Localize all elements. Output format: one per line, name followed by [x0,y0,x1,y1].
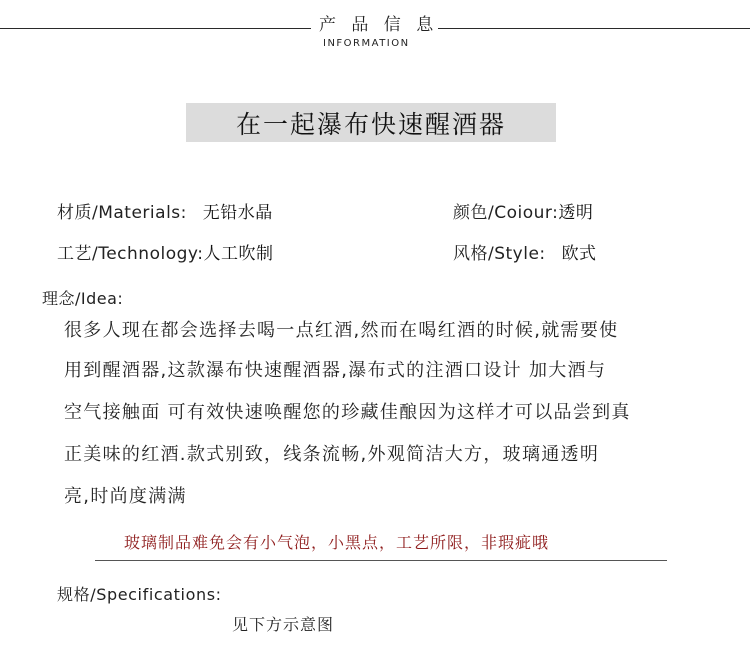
specifications-label: 规格/Specifications: [57,585,222,604]
specifications-note: 见下方示意图 [232,615,335,634]
spec-style-value: 欧式 [561,244,597,264]
spec-color [453,198,593,223]
spec-material-value: 无铅水晶 [202,203,273,223]
spec-craft [57,239,273,264]
spec-style-label: 风格/Style: [453,244,546,264]
section-title-cn: 产 品 信 息 [319,15,439,35]
spec-style [453,239,597,264]
spec-color-value: 透明 [558,203,594,223]
header-rule-left [0,28,311,29]
notice-underline [95,560,667,561]
section-title-en: INFORMATION [323,38,410,49]
idea-line: 正美味的红酒.款式别致，线条流畅,外观简洁大方，玻璃通透明 [64,444,600,465]
idea-line: 空气接触面 可有效快速唤醒您的珍藏佳酿因为这样才可以品尝到真 [64,402,631,423]
spec-craft-label: 工艺/Technology: [57,244,204,264]
spec-craft-value: 人工吹制 [203,244,274,264]
product-title-box [186,103,556,142]
idea-line: 亮,时尚度满满 [64,486,187,507]
header-rule-right [438,28,750,29]
spec-color-label: 颜色/Coiour: [453,203,559,223]
spec-material-label: 材质/Materials: [57,203,187,223]
spec-material [57,198,273,223]
idea-line: 用到醒酒器,这款瀑布快速醒酒器,瀑布式的注酒口设计 加大酒与 [64,360,607,381]
idea-line: 很多人现在都会选择去喝一点红酒,然而在喝红酒的时候,就需要使 [64,320,619,341]
idea-label: 理念/Idea: [42,289,124,308]
product-title: 在一起瀑布快速醒酒器 [235,109,506,139]
glass-notice: 玻璃制品难免会有小气泡，小黑点，工艺所限，非瑕疵哦 [124,533,550,552]
